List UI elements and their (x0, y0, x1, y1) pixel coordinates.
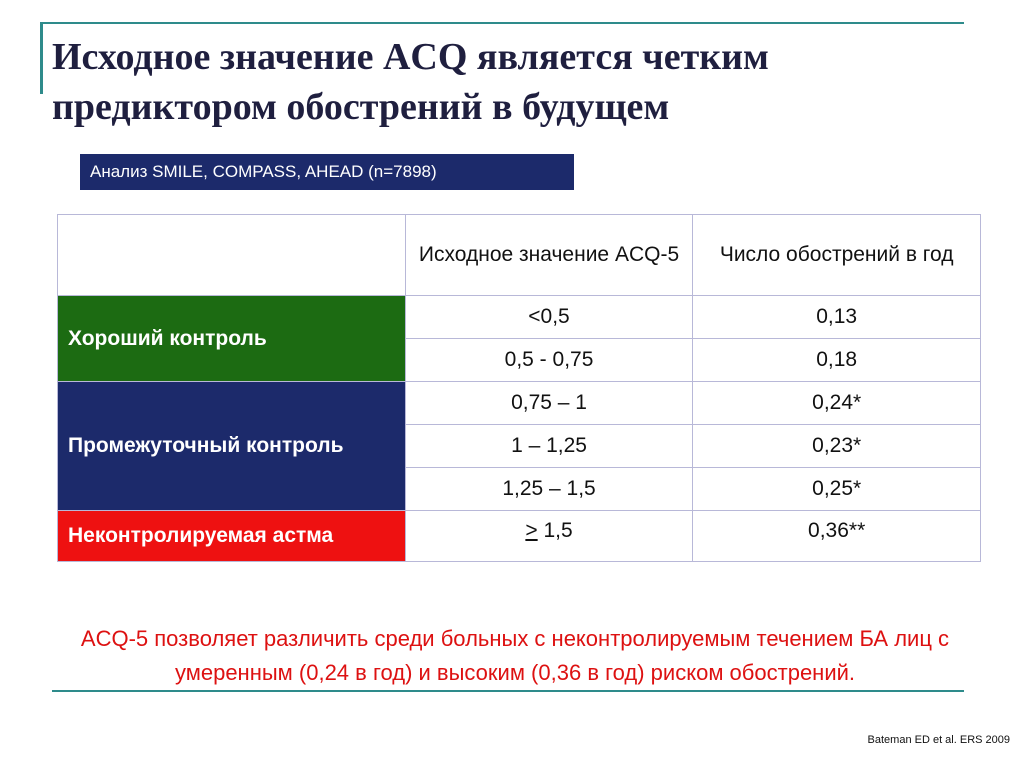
acq-value-cell: 1,25 – 1,5 (405, 468, 693, 511)
group-good-control: Хороший контроль (58, 296, 406, 382)
slide-title: Исходное значение ACQ является четким предиктором обострений в будущем (52, 36, 769, 128)
rate-value-cell: 0,18 (693, 339, 981, 382)
acq-value-cell: 0,75 – 1 (405, 382, 693, 425)
greater-or-equal-symbol: > (525, 519, 538, 542)
rate-value-cell: 0,25* (693, 468, 981, 511)
acq-table (57, 214, 981, 562)
acq-value-cell: 1 – 1,25 (405, 425, 693, 468)
rate-value-cell: 0,23* (693, 425, 981, 468)
top-accent-line (40, 22, 964, 24)
study-label: Анализ SMILE, COMPASS, AHEAD (n=7898) (80, 154, 574, 190)
acq-threshold-value: 1,5 (537, 519, 573, 542)
group-uncontrolled: Неконтролируемая астма (58, 511, 406, 562)
header-exacerbation-rate: Число обострений в год (693, 215, 981, 296)
table-row (58, 382, 981, 425)
acq-value-cell (405, 511, 693, 562)
acq-value-cell: <0,5 (405, 296, 693, 339)
rate-value-cell: 0,13 (693, 296, 981, 339)
citation: Bateman ED et al. ERS 2009 (867, 734, 1010, 746)
left-accent-line (40, 22, 43, 94)
table-header-row (58, 215, 981, 296)
acq-value-cell: 0,5 - 0,75 (405, 339, 693, 382)
header-acq-baseline: Исходное значение ACQ-5 (405, 215, 693, 296)
rate-value-cell: 0,24* (693, 382, 981, 425)
conclusion-text: ACQ-5 позволяет различить среди больных с неконтролируемым течением БА лиц с умеренным (0,24 в год) и высоким (0,36 в год) риском обострений. (80, 626, 950, 685)
header-empty-cell (58, 215, 406, 296)
bottom-accent-line (52, 690, 964, 692)
table-row (58, 511, 981, 562)
group-partial-control: Промежуточный контроль (58, 382, 406, 511)
table-row (58, 296, 981, 339)
rate-value-cell: 0,36** (693, 511, 981, 562)
